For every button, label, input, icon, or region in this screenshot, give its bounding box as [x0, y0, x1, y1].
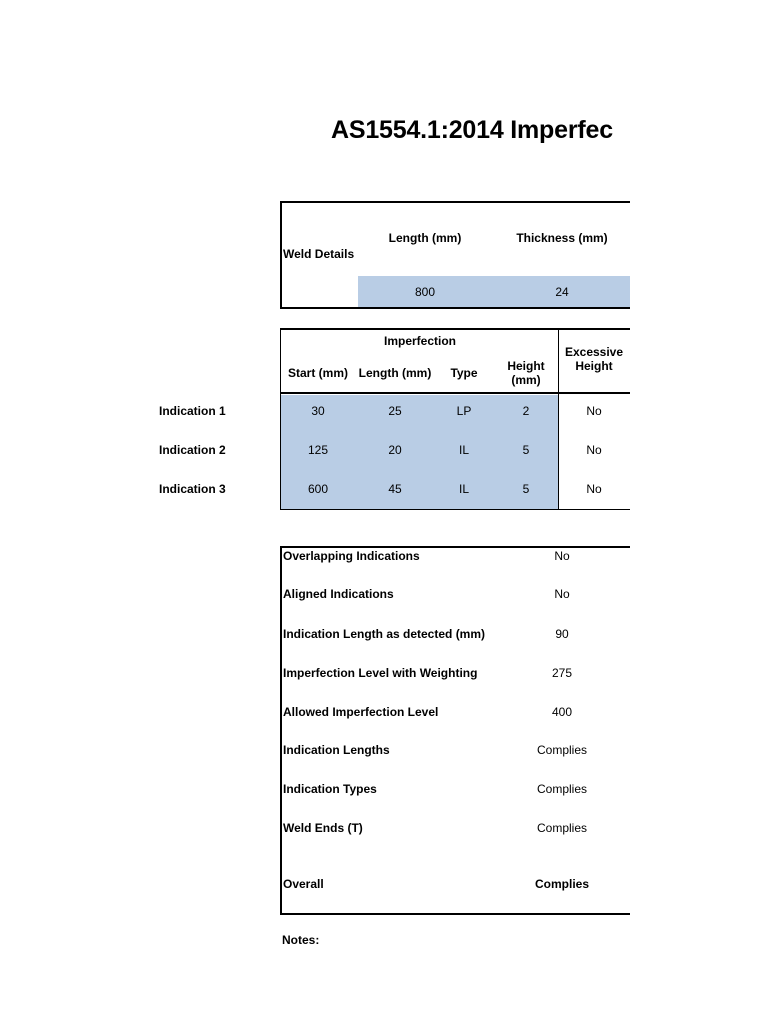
cell-start[interactable]: 30 [311, 404, 325, 418]
result-value-weld-ends: Complies [536, 821, 587, 835]
weld-details-label: Weld Details [283, 247, 355, 261]
cell-length[interactable]: 45 [388, 482, 402, 496]
result-label-aligned: Aligned Indications [283, 587, 394, 601]
result-value-aligned: No [554, 587, 570, 601]
cell-excessive: No [586, 443, 602, 457]
result-label-indication-types: Indication Types [283, 782, 377, 796]
row-label-indication-1: Indication 1 [159, 404, 226, 418]
result-label-imperfection-level: Imperfection Level with Weighting [283, 666, 478, 680]
weld-thickness-value[interactable]: 24 [555, 285, 569, 299]
cell-excessive: No [586, 404, 602, 418]
cell-start[interactable]: 125 [307, 443, 329, 457]
cell-height[interactable]: 5 [522, 482, 530, 496]
results-box [280, 546, 630, 915]
result-value-overall: Complies [534, 877, 589, 891]
result-value-imperfection-level: 275 [551, 666, 573, 680]
cell-height[interactable]: 5 [522, 443, 530, 457]
cell-type[interactable]: IL [458, 482, 469, 496]
cell-excessive: No [586, 482, 602, 496]
result-label-weld-ends: Weld Ends (T) [283, 821, 363, 835]
result-value-overlapping: No [554, 549, 570, 563]
result-label-overall: Overall [283, 877, 324, 891]
result-value-indication-lengths: Complies [536, 743, 587, 757]
result-label-overlapping: Overlapping Indications [283, 549, 420, 563]
cell-type[interactable]: LP [456, 404, 472, 418]
row-label-indication-2: Indication 2 [159, 443, 226, 457]
result-label-indication-length: Indication Length as detected (mm) [283, 627, 486, 641]
result-label-indication-lengths: Indication Lengths [283, 743, 390, 757]
result-label-allowed-level: Allowed Imperfection Level [283, 705, 439, 719]
weld-length-value[interactable]: 800 [414, 285, 436, 299]
col-header-length: Length (mm) [358, 366, 432, 380]
col-header-type: Type [450, 366, 478, 380]
row-label-indication-3: Indication 3 [159, 482, 226, 496]
col-header-excessive-height: Excessive Height [564, 345, 624, 373]
page-title: AS1554.1:2014 Imperfec [331, 116, 613, 144]
col-header-start: Start (mm) [287, 366, 348, 380]
col-header-height: Height (mm) [507, 359, 545, 387]
result-value-indication-length: 90 [555, 627, 569, 641]
imperfection-group-header: Imperfection [383, 334, 456, 348]
header-rule [280, 392, 630, 394]
weld-length-header: Length (mm) [388, 231, 462, 245]
cell-height[interactable]: 2 [522, 404, 530, 418]
result-value-indication-types: Complies [536, 782, 587, 796]
weld-thickness-header: Thickness (mm) [516, 231, 608, 245]
result-value-allowed-level: 400 [551, 705, 573, 719]
cell-length[interactable]: 25 [388, 404, 402, 418]
cell-start[interactable]: 600 [307, 482, 329, 496]
notes-label: Notes: [282, 933, 320, 947]
excessive-column-divider [558, 328, 559, 510]
cell-length[interactable]: 20 [388, 443, 402, 457]
cell-type[interactable]: IL [458, 443, 469, 457]
